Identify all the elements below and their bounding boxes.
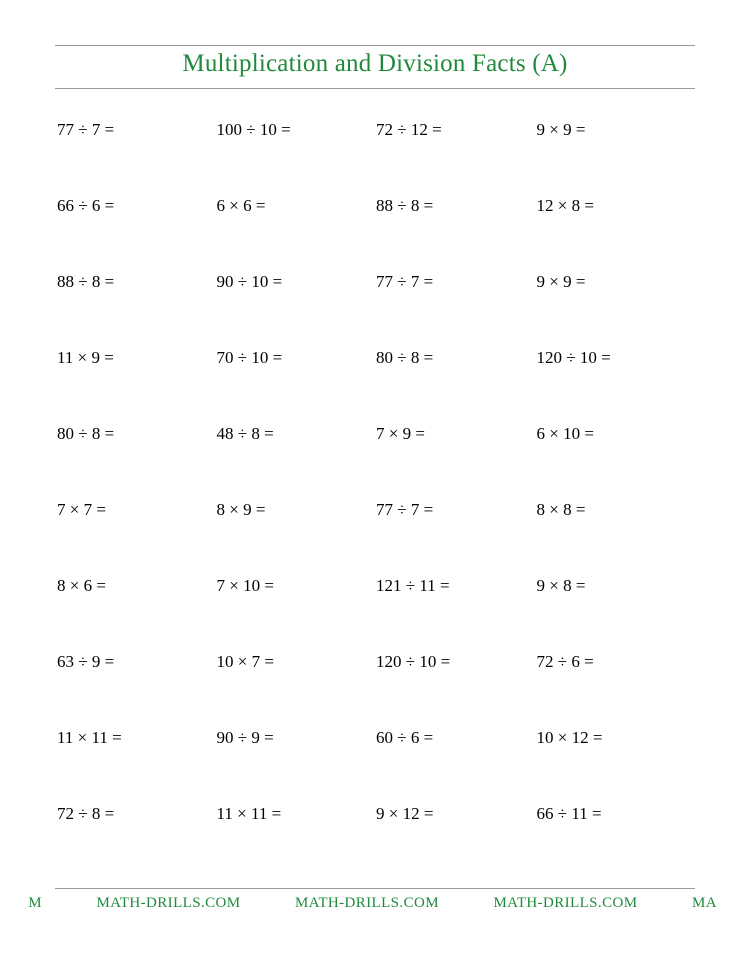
problem-cell: 72 ÷ 6 = [536,652,594,671]
problem-cell: 8 × 9 = [216,500,266,519]
problem-cell: 72 ÷ 8 = [57,804,115,823]
problem-cell: 7 × 10 = [216,576,274,595]
problem-cell: 88 ÷ 8 = [376,196,434,215]
problem-row [55,348,695,424]
problem-cell: 66 ÷ 6 = [57,196,115,215]
footer-watermark-partial-left: M [28,895,42,911]
problem-row [55,576,695,652]
problem-cell: 6 × 6 = [216,196,266,215]
problem-row [55,500,695,576]
problem-cell: 70 ÷ 10 = [216,348,283,367]
footer-watermark: MATH-DRILLS.COM [96,895,241,911]
problem-cell: 7 × 9 = [376,424,425,443]
page-title: Multiplication and Division Facts (A) [182,50,568,77]
problem-cell: 9 × 12 = [376,804,434,823]
problem-cell: 72 ÷ 12 = [376,120,442,139]
problem-cell: 12 × 8 = [536,196,594,215]
problem-cell: 63 ÷ 9 = [57,652,115,671]
footer-divider [55,888,695,889]
problem-row [55,424,695,500]
problem-cell: 48 ÷ 8 = [216,424,274,443]
problem-cell: 8 × 6 = [57,576,106,595]
problem-cell: 60 ÷ 6 = [376,728,434,747]
problem-cell: 90 ÷ 10 = [216,272,283,291]
problem-cell: 6 × 10 = [536,424,594,443]
problem-cell: 9 × 8 = [536,576,586,595]
problem-cell: 11 × 11 = [57,728,122,747]
problem-row [55,652,695,728]
problem-cell: 9 × 9 = [536,120,586,139]
problem-cell: 9 × 9 = [536,272,586,291]
header-divider [55,45,695,46]
problem-cell: 11 × 9 = [57,348,114,367]
problem-cell: 88 ÷ 8 = [57,272,115,291]
problem-cell: 11 × 11 = [216,804,282,823]
problem-cell: 10 × 12 = [536,728,603,747]
problem-cell: 100 ÷ 10 = [216,120,291,139]
problem-cell: 66 ÷ 11 = [536,804,602,823]
footer-watermark: MATH-DRILLS.COM [493,895,638,911]
problem-cell: 80 ÷ 8 = [57,424,115,443]
footer-watermark: MATH-DRILLS.COM [295,895,439,911]
problem-cell: 77 ÷ 7 = [57,120,115,139]
problem-row [55,196,695,272]
title-divider [55,88,695,89]
footer-watermark-partial-right: MA [692,895,717,911]
footer [28,895,722,912]
problem-row [55,804,695,880]
problem-row [55,272,695,348]
problem-cell: 7 × 7 = [57,500,106,519]
problem-cell: 77 ÷ 7 = [376,272,434,291]
problems-grid [55,120,695,880]
problem-cell: 90 ÷ 9 = [216,728,274,747]
problem-cell: 120 ÷ 10 = [536,348,611,367]
problem-row [55,120,695,196]
problem-row [55,728,695,804]
problem-cell: 77 ÷ 7 = [376,500,434,519]
problem-cell: 121 ÷ 11 = [376,576,450,595]
problem-cell: 10 × 7 = [216,652,274,671]
problem-cell: 80 ÷ 8 = [376,348,434,367]
problem-cell: 120 ÷ 10 = [376,652,451,671]
problem-cell: 8 × 8 = [536,500,586,519]
